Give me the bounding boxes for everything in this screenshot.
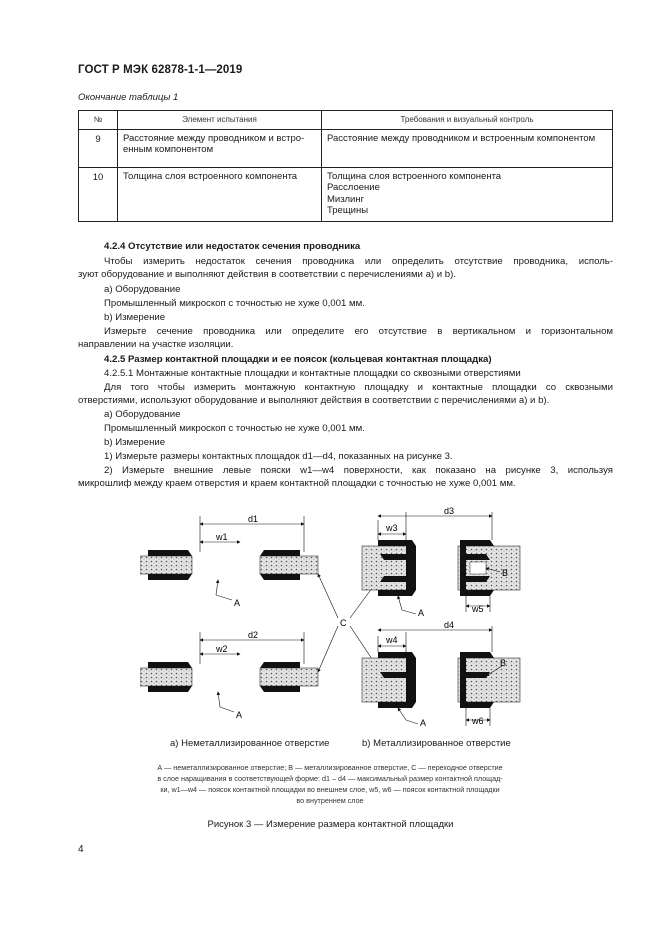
row-element	[118, 167, 322, 221]
header-requirements: Требования и визуальный контроль	[322, 111, 613, 130]
row-num: 9	[79, 129, 118, 167]
label-w6: w6	[472, 716, 484, 726]
row-element	[118, 129, 322, 167]
table-row	[79, 129, 613, 167]
label-A-bottom: A	[236, 710, 243, 720]
subcaption-a: а) Неметаллизированное отверстие	[170, 738, 330, 749]
label-B: B	[502, 568, 509, 578]
requirement-item: Трещины	[327, 205, 369, 216]
label-A-plated-bottom: A	[420, 718, 427, 728]
requirement-item: Расстояние между проводником и встроенным компонентом	[327, 132, 596, 144]
label-w4: w4	[386, 635, 398, 645]
row-num: 10	[79, 167, 118, 221]
section-title-425: 4.2.5 Размер контактной площадки и ее поясок (кольцевая контактная площадка)	[104, 354, 492, 365]
figure-legend-line: во внутреннем слое	[296, 796, 364, 805]
document-header: ГОСТ Р МЭК 62878-1-1—2019	[78, 64, 243, 76]
list-item-a: а) Оборудование	[104, 284, 181, 295]
paragraph-line: Промышленный микроскоп с точностью не хуже 0,001 мм.	[104, 298, 365, 309]
list-item-b: b) Измерение	[104, 312, 166, 323]
table-row	[79, 167, 613, 221]
nonplated-hole-bottom	[140, 632, 318, 712]
figure-legend-line: в слое наращивания в соответствующей форме: d1 – d4 — максимальный размер контактной площад-	[157, 774, 503, 783]
subsection-4251: 4.2.5.1 Монтажные контактные площадки и контактные площадки со сквозными отверстиями	[104, 368, 521, 379]
label-w1: w1	[216, 532, 228, 542]
table-header-row	[79, 111, 613, 130]
paragraph-line: Для того чтобы измерить монтажную контактную площадку и контактные площадки со сквозными	[104, 382, 613, 393]
subcaption-b: b) Металлизированное отверстие	[362, 738, 511, 749]
paragraph-line: микрошлиф между краем отверстия и краем контактной площадки с точностью не хуже 0,001 мм.	[78, 478, 516, 489]
requirements-table	[78, 110, 613, 222]
row-requirements	[322, 167, 613, 221]
paragraph-line: Промышленный микроскоп с точностью не хуже 0,001 мм.	[104, 423, 365, 434]
paragraph-line: 1) Измерьте размеры контактных площадок d1—d4, показанных на рисунке 3.	[104, 451, 453, 462]
section-title-424: 4.2.4 Отсутствие или недостаток сечения проводника	[104, 241, 361, 252]
label-d2: d2	[248, 630, 259, 640]
land-measurement-figure	[140, 500, 530, 732]
list-item-a: а) Оборудование	[104, 409, 181, 420]
label-d3: d3	[444, 506, 455, 516]
header-element: Элемент испытания	[118, 111, 322, 130]
label-d1: d1	[248, 514, 259, 524]
table-caption: Окончание таблицы 1	[78, 92, 179, 103]
paragraph-line: направлении на участке изоляции.	[78, 339, 234, 350]
label-d4: d4	[444, 620, 455, 630]
paragraph-line: отверстиями, используют оборудование и выполняют действия в соответствии с перечислениями а) и b).	[78, 395, 550, 406]
label-w3: w3	[386, 523, 398, 533]
row-requirements	[322, 129, 613, 167]
nonplated-hole-top	[140, 516, 318, 600]
label-A: A	[234, 598, 241, 608]
label-B-bottom: B	[500, 658, 507, 668]
paragraph-line: Измерьте сечение проводника или определите его отсутствие в вертикальном и горизонтальном	[104, 326, 613, 337]
requirement-item: Расслоение	[327, 182, 380, 193]
list-item-b: b) Измерение	[104, 437, 166, 448]
requirement-item: Толщина слоя встроенного компонента	[327, 170, 502, 182]
label-w5: w5	[472, 604, 484, 614]
figure-legend-line: А — неметаллизированное отверстие; В — металлизированное отверстие, С — переходное отверстие	[157, 763, 503, 772]
figure-title: Рисунок 3 — Измерение размера контактной площадки	[207, 819, 454, 830]
label-C: C	[340, 618, 347, 628]
page-number: 4	[78, 844, 84, 855]
header-num: №	[79, 111, 118, 130]
paragraph-line: 2) Измерьте внешние левые пояски w1—w4 поверхности, как показано на рисунке 3, используя	[104, 465, 613, 476]
requirement-item: Мизлинг	[327, 193, 365, 205]
row-element-line: Расстояние между проводником и встро-	[123, 132, 305, 144]
paragraph-line: зуют оборудование и выполняют действия в соответствии с перечислениями а) и b).	[78, 269, 456, 280]
paragraph-line: Чтобы измерить недостаток сечения проводника или определить отсутствие проводника, исполь-	[104, 256, 613, 267]
row-element-line: Толщина слоя встроенного компонента	[123, 170, 298, 182]
label-A-plated: A	[418, 608, 425, 618]
label-w2: w2	[216, 644, 228, 654]
figure-legend-line: ки, w1—w4 — поясок контактной площадки во внешнем слое, w5, w6 — поясок контактной площадки	[160, 785, 500, 794]
row-element-line: енным компонентом	[123, 144, 214, 155]
